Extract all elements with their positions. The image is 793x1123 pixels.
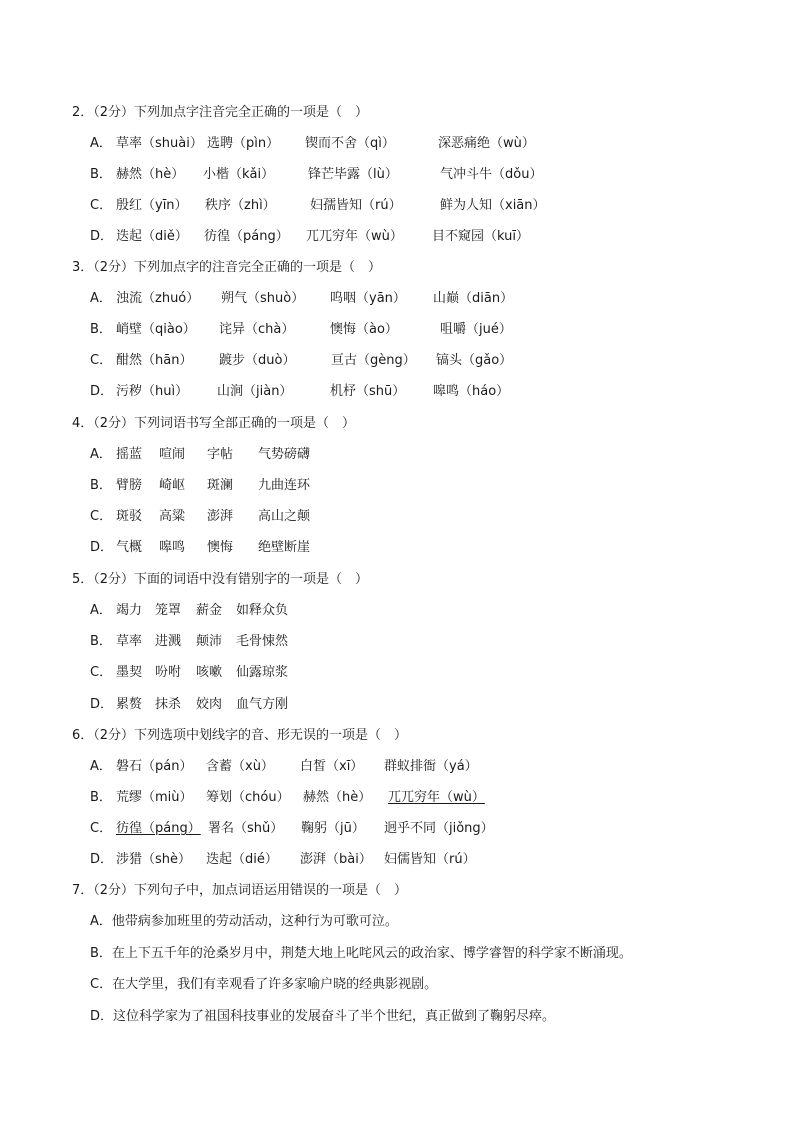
option-item: 血气方刚	[236, 697, 289, 712]
option-item: 诧异（chà）	[219, 322, 295, 337]
option-item: 妇儒皆知（rú）	[384, 852, 476, 867]
option-item: 毛骨悚然	[236, 634, 289, 649]
option-item: 高山之颠	[258, 509, 311, 524]
option-item: 小楷（kǎi）	[203, 167, 275, 182]
option-item: 选聘（pìn）	[207, 136, 280, 151]
option-item: 抹杀	[155, 697, 182, 712]
option-item: 荒缪（miù）	[116, 790, 193, 805]
option-item: 笼罩	[155, 603, 182, 618]
option-letter: D．	[90, 229, 114, 244]
option-item: 署名（shǔ）	[208, 821, 284, 836]
option-letter: D．	[90, 540, 114, 555]
option-item: 气势磅礴	[258, 447, 311, 462]
option-letter: C．	[90, 198, 113, 213]
option-item: 仙露琼浆	[236, 665, 289, 680]
option-item: 朔气（shuò）	[221, 291, 305, 306]
option-item: 澎湃（bài）	[300, 852, 372, 867]
option-letter: C．	[90, 353, 113, 368]
option-item: 呜咽（yān）	[330, 291, 406, 306]
option-item: 赫然（hè）	[116, 167, 185, 182]
option-item: 绝壁断崖	[258, 540, 311, 555]
option-item: 墨契	[116, 665, 143, 680]
option-letter: B．	[90, 322, 112, 337]
option-item: 兀兀穷年（wù）	[306, 229, 403, 244]
option-item: 气概	[116, 540, 143, 555]
question-7-option-b: B．在上下五千年的沧桑岁月中，荆楚大地上叱咤风云的政治家、博学睿智的科学家不断涌现。	[90, 946, 632, 961]
option-item: 累赘	[116, 697, 143, 712]
option-item: 进溅	[155, 634, 182, 649]
option-item: 目不窥园（kuī）	[432, 229, 529, 244]
option-item: 秩序（zhì）	[205, 198, 276, 213]
option-item: 锲而不舍（qì）	[305, 136, 395, 151]
question-6-stem: 6．（2分）下列选项中划线字的音、形无误的一项是（ ）	[72, 728, 408, 743]
option-item: 鲜为人知（xiān）	[440, 198, 546, 213]
question-7-option-a: A．他带病参加班里的劳动活动，这种行为可歌可泣。	[90, 914, 398, 929]
option-letter: C．	[90, 821, 113, 836]
option-item: 吩咐	[155, 665, 182, 680]
option-letter: D．	[90, 384, 114, 399]
question-7-option-d: D．这位科学家为了祖国科技事业的发展奋斗了半个世纪，真正做到了鞠躬尽瘁。	[90, 1009, 556, 1024]
option-item: 草率	[116, 634, 143, 649]
option-item: 懊悔（ào）	[330, 322, 398, 337]
question-3-stem: 3．（2分）下列加点字的注音完全正确的一项是（ ）	[72, 260, 382, 275]
option-item: 竭力	[116, 603, 143, 618]
option-item: 峭壁（qiào）	[116, 322, 196, 337]
option-item: 如释众负	[236, 603, 289, 618]
option-item: 颠沛	[196, 634, 223, 649]
option-item: 深恶痛绝（wù）	[438, 136, 535, 151]
question-2-stem: 2．（2分）下列加点字注音完全正确的一项是（ ）	[72, 105, 369, 120]
option-letter: C．	[90, 665, 113, 680]
option-item: 踱步（duò）	[219, 353, 296, 368]
option-item: 迭起（diě）	[116, 229, 188, 244]
option-item: 污秽（huì）	[116, 384, 189, 399]
option-item: 锋芒毕露（lù）	[308, 167, 398, 182]
question-7-stem: 7．（2分）下列句子中，加点词语运用错误的一项是（ ）	[72, 883, 408, 898]
option-item: 九曲连环	[258, 478, 311, 493]
option-item: 字帖	[207, 447, 234, 462]
option-item: 机杼（shū）	[330, 384, 406, 399]
option-item: 薪金	[196, 603, 223, 618]
option-item: 鞠躬（jū）	[301, 821, 365, 836]
option-letter: D．	[90, 697, 114, 712]
option-item: 镐头（gǎo）	[436, 353, 513, 368]
option-item: 咳嗽	[196, 665, 223, 680]
option-letter: B．	[90, 478, 112, 493]
option-item: 崎岖	[159, 478, 186, 493]
option-letter: C．	[90, 509, 113, 524]
question-4-stem: 4．（2分）下列词语书写全部正确的一项是（ ）	[72, 416, 356, 431]
option-item: 彷徨（páng）	[116, 821, 201, 836]
option-item: 懊悔	[207, 540, 234, 555]
question-7-option-c: C．在大学里，我们有幸观看了许多家喻户晓的经典影视剧。	[90, 977, 438, 992]
option-item: 迭起（dié）	[206, 852, 278, 867]
option-item: 咀嚼（jué）	[440, 322, 512, 337]
option-item: 兀兀穷年（wù）	[388, 790, 485, 805]
option-item: 草率（shuài）	[116, 136, 203, 151]
option-item: 妇孺皆知（rú）	[310, 198, 402, 213]
option-item: 姣肉	[196, 697, 223, 712]
option-item: 筹划（chóu）	[206, 790, 290, 805]
option-item: 亘古（gèng）	[331, 353, 416, 368]
option-letter: A．	[90, 291, 112, 306]
option-letter: B．	[90, 634, 112, 649]
option-item: 斑澜	[207, 478, 234, 493]
option-item: 赫然（hè）	[303, 790, 372, 805]
option-letter: A．	[90, 136, 112, 151]
option-item: 彷徨（páng）	[204, 229, 289, 244]
option-item: 气冲斗牛（dǒu）	[440, 167, 543, 182]
option-item: 澎湃	[207, 509, 234, 524]
option-letter: A．	[90, 447, 112, 462]
option-item: 斑驳	[116, 509, 143, 524]
option-item: 白皙（xī）	[300, 759, 364, 774]
option-item: 高粱	[159, 509, 186, 524]
option-item: 涉猎（shè）	[116, 852, 192, 867]
option-letter: B．	[90, 167, 112, 182]
option-item: 含蓄（xù）	[206, 759, 274, 774]
option-letter: D．	[90, 852, 114, 867]
option-letter: A．	[90, 759, 112, 774]
option-item: 迥乎不同（jiǒng）	[384, 821, 494, 836]
option-item: 山巅（diān）	[433, 291, 514, 306]
option-item: 殷红（yīn）	[116, 198, 188, 213]
option-item: 磐石（pán）	[116, 759, 193, 774]
option-item: 群蚁排衙（yá）	[384, 759, 478, 774]
option-item: 酣然（hān）	[116, 353, 193, 368]
option-item: 臂膀	[116, 478, 143, 493]
option-letter: B．	[90, 790, 112, 805]
option-item: 喧闹	[159, 447, 186, 462]
option-letter: A．	[90, 603, 112, 618]
option-item: 嗥鸣	[159, 540, 186, 555]
option-item: 嗥鸣（háo）	[433, 384, 510, 399]
option-item: 摇蓝	[116, 447, 143, 462]
question-5-stem: 5．（2分）下面的词语中没有错别字的一项是（ ）	[72, 572, 369, 587]
option-item: 山涧（jiàn）	[217, 384, 293, 399]
option-item: 浊流（zhuó）	[116, 291, 200, 306]
